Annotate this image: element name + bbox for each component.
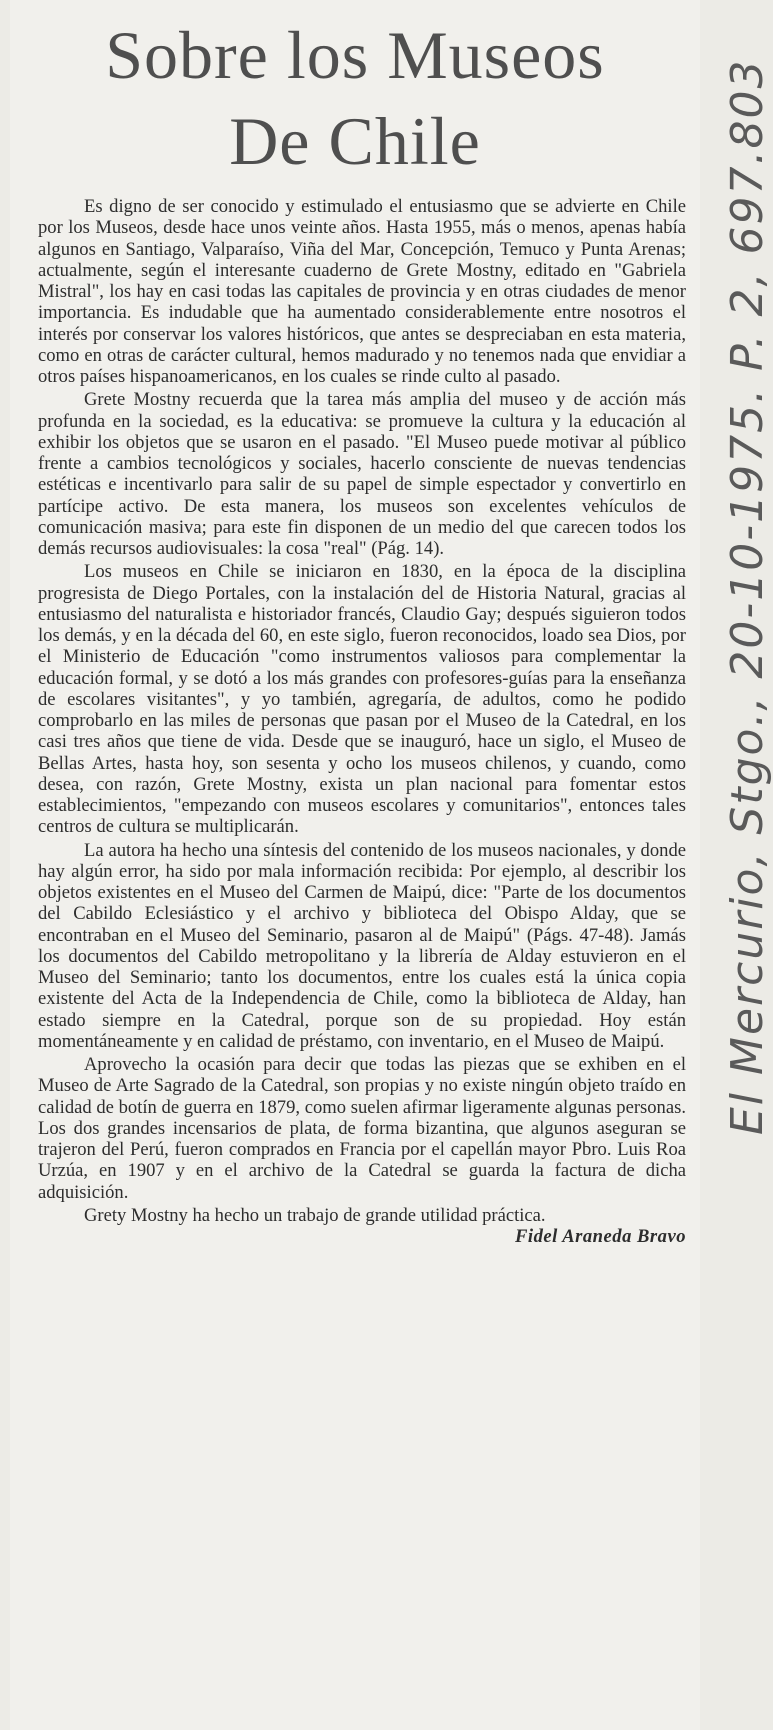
article-paragraph: Aprovecho la ocasión para decir que todas las piezas que se exhiben en el Museo de Arte Sagrado de la Catedral, son propias y no existe ningún objeto traído en calidad de botín de guerra en 1879, como suelen afirmar ligeramente algunas personas. Los dos grandes incensarios de plata, de forma bizantina, que algunos aseguran se trajeron del Perú, fueron comprados en Francia por el capellán mayor Pbro. Luis Roa Urzúa, en 1907 y en el archivo de la Catedral se guarda la factura de dicha adquisición. (38, 1054, 686, 1203)
author-signature: Fidel Araneda Bravo (515, 1225, 686, 1247)
article-body (38, 196, 686, 1247)
article-paragraph: Los museos en Chile se iniciaron en 1830, en la época de la disciplina progresista de Diego Portales, con la instalación del de Historia Natural, gracias al entusiasmo del naturalista e historiador francés, Claudio Gay; después siguieron todos los demás, y en la década del 60, en este siglo, fueron reconocidos, loado sea Dios, por el Ministerio de Educación "como instrumentos valiosos para complementar la educación formal, y se dotó a los más grandes con profesores-guías para la enseñanza de escolares visitantes", y yo también, agregaría, de adultos, como he podido comprobarlo en las miles de personas que pasan por el Museo de la Catedral, en los casi tres años que tiene de vida. Desde que se inauguró, hace un siglo, el Museo de Bellas Artes, hasta hoy, son sesenta y ocho los museos chilenos, y cuando, como desea, con razón, Grete Mostny, exista un plan nacional para fomentar estos establecimientos, "empezando con museos escolares y comunitarios", entonces tales centros de cultura se multiplicarán. (38, 561, 686, 838)
newspaper-clipping (10, 0, 700, 1730)
article-paragraph: Grete Mostny recuerda que la tarea más amplia del museo y de acción más profunda en la sociedad, es la educativa: se promueve la cultura y la educación al exhibir los objetos que se usaron en el pasado. "El Museo puede motivar al público frente a cambios tecnológicos y sociales, hacerlo consciente de nuevas tendencias estéticas e incentivarlo para salir de su papel de simple espectador y convertirlo en partícipe activo. De esta manera, los museos son excelentes vehículos de comunicación masiva; para este fin disponen de un medio del que carecen todos los demás recursos audiovisuales: la cosa "real" (Pág. 14). (38, 389, 686, 559)
closing-sentence: Grety Mostny ha hecho un trabajo de grande utilidad práctica. (84, 1204, 546, 1226)
article-paragraph: Es digno de ser conocido y estimulado el entusiasmo que se advierte en Chile por los Museos, desde hace unos veinte años. Hasta 1955, más o menos, apenas había algunos en Santiago, Valparaíso, Viña del Mar, Concepción, Temuco y Punta Arenas; actualmente, según el interesante cuaderno de Grete Mostny, editado en "Gabriela Mistral", los hay en casi todas las capitales de provincia y en otras ciudades de menor importancia. Es indudable que ha aumentado considerablemente entre nosotros el interés por conservar los valores históricos, que antes se despreciaban en esta materia, como en otras de carácter cultural, hemos madurado y no tenemos nada que envidiar a otros países hispanoamericanos, en los cuales se rinde culto al pasado. (38, 196, 686, 387)
headline-line-1: Sobre los Museos (105, 17, 605, 93)
headline-line-2: De Chile (229, 103, 481, 179)
article-paragraph: La autora ha hecho una síntesis del contenido de los museos nacionales, y donde hay algún error, ha sido por mala información recibida: Por ejemplo, al describir los objetos existentes en el Museo del Carmen de Maipú, dice: "Parte de los documentos del Cabildo Eclesiástico y el archivo y biblioteca del Obispo Alday, que se encontraban en el Museo del Seminario, pasaron al de Maipú" (Págs. 47-48). Jamás los documentos del Cabildo metropolitano y la librería de Alday estuvieron en el Museo del Seminario; tanto los documentos, entre los cuales está la única copia existente del Acta de la Independencia de Chile, como la biblioteca de Alday, han estado siempre en la Catedral, porque son de su propiedad. Hoy están momentáneamente y en calidad de préstamo, con inventario, en el Museo de Maipú. (38, 839, 686, 1052)
closing-block (38, 1205, 686, 1247)
handwritten-annotation: El Mercurio, Stgo., 20-10-1975. P. 2, 697.803 (722, 58, 773, 1135)
